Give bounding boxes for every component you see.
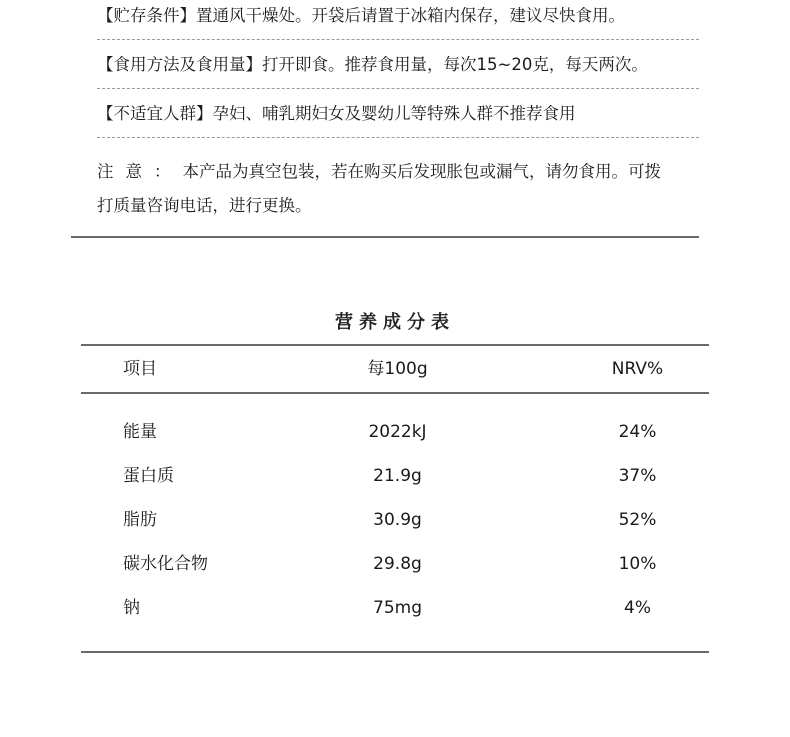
row-per-100g: 75mg bbox=[373, 598, 422, 618]
note-text-line-1: 本产品为真空包装，若在购买后发现胀包或漏气，请勿食用。可拨 bbox=[182, 162, 661, 181]
header-per-100g: 每100g bbox=[367, 359, 428, 379]
row-item: 蛋白质 bbox=[123, 466, 174, 486]
row-per-100g: 29.8g bbox=[373, 554, 422, 574]
divider bbox=[97, 137, 699, 138]
row-item: 碳水化合物 bbox=[123, 554, 208, 574]
storage-conditions: 【贮存条件】置通风干燥处。开袋后请置于冰箱内保存，建议尽快食用。 bbox=[97, 6, 625, 25]
note-label: 注意： bbox=[97, 162, 183, 181]
divider bbox=[97, 39, 699, 40]
header-nrv: NRV% bbox=[611, 359, 664, 379]
row-item: 钠 bbox=[123, 598, 140, 618]
unsuitable-groups: 【不适宜人群】孕妇、哺乳期妇女及婴幼儿等特殊人群不推荐食用 bbox=[97, 104, 576, 123]
nutrition-table-title: 营养成分表 bbox=[335, 312, 455, 333]
table-top-rule bbox=[81, 344, 709, 346]
section-end-divider bbox=[71, 236, 699, 238]
table-header-rule bbox=[81, 392, 709, 394]
note-block bbox=[97, 155, 697, 223]
row-nrv: 52% bbox=[618, 510, 657, 530]
row-item: 脂肪 bbox=[123, 510, 157, 530]
row-nrv: 37% bbox=[618, 466, 657, 486]
row-item: 能量 bbox=[123, 422, 157, 442]
row-nrv: 24% bbox=[618, 422, 657, 442]
divider bbox=[97, 88, 699, 89]
usage-instructions: 【食用方法及食用量】打开即食。推荐食用量，每次15~20克，每天两次。 bbox=[97, 55, 648, 74]
note-text-line-2: 打质量咨询电话，进行更换。 bbox=[97, 196, 312, 215]
row-nrv: 4% bbox=[624, 598, 651, 618]
row-per-100g: 21.9g bbox=[373, 466, 422, 486]
row-nrv: 10% bbox=[618, 554, 657, 574]
row-per-100g: 2022kJ bbox=[368, 422, 427, 442]
row-per-100g: 30.9g bbox=[373, 510, 422, 530]
note-line-1 bbox=[97, 155, 697, 189]
header-item: 项目 bbox=[123, 359, 157, 379]
table-bottom-rule bbox=[81, 651, 709, 653]
